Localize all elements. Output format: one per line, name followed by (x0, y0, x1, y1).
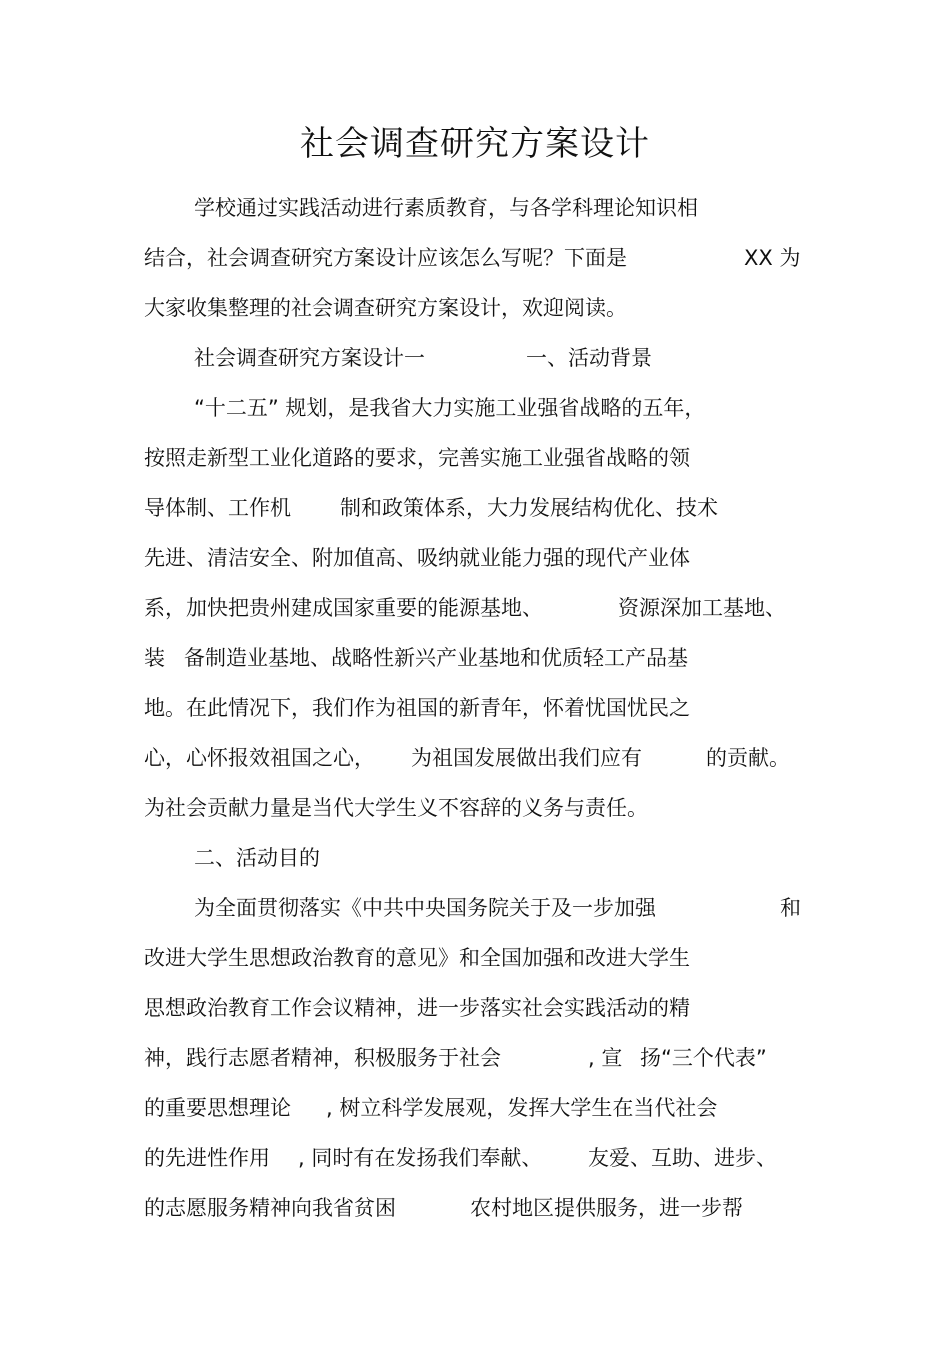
text-span: 的志愿服务精神向我省贫困 (144, 1196, 396, 1220)
text-span: XX 为 (744, 246, 801, 270)
text-span: “十二五” 规划，是我省大力实施工业强省战略的五年， (194, 396, 706, 420)
text-span: 地。在此情况下，我们作为祖国的新青年，怀着忧国忧民之 (144, 696, 690, 720)
text-span: 的贡献。 (706, 746, 790, 770)
text-span: 扬“三个代表” (640, 1046, 767, 1070)
text-span: 和 (780, 896, 801, 920)
text-span: 结合，社会调查研究方案设计应该怎么写呢？下面是 (144, 246, 627, 270)
text-span: 友爱、互助、进步、 (588, 1146, 777, 1170)
text-span: 导体制、工作机 (144, 496, 291, 520)
text-span: 二、活动目的 (194, 846, 320, 870)
document-title: 社会调查研究方案设计 (300, 124, 650, 164)
text-span: 备制造业基地、战略性新兴产业基地和优质轻工产品基 (184, 646, 688, 670)
text-span: 社会调查研究方案设计一 (194, 346, 425, 370)
text-span: 为社会贡献力量是当代大学生义不容辞的义务与责任。 (144, 796, 648, 820)
text-span: 系，加快把贵州建成国家重要的能源基地、 (144, 596, 543, 620)
text-span: 一、活动背景 (526, 346, 652, 370)
text-span: 的先进性作用 (144, 1146, 270, 1170)
text-span: 先进、清洁安全、附加值高、吸纳就业能力强的现代产业体 (144, 546, 690, 570)
text-span: , 宣 (588, 1046, 623, 1070)
text-span: , 树立科学发展观，发挥大学生在当代社会 (326, 1096, 718, 1120)
text-span: 装 (144, 646, 165, 670)
text-span: 改进大学生思想政治教育的意见》和全国加强和改进大学生 (144, 946, 690, 970)
text-span: 制和政策体系，大力发展结构优化、技术 (340, 496, 718, 520)
text-span: 为全面贯彻落实《中共中央国务院关于及一步加强 (194, 896, 656, 920)
text-span: 神，践行志愿者精神，积极服务于社会 (144, 1046, 501, 1070)
text-span: 为祖国发展做出我们应有 (411, 746, 642, 770)
text-span: 农村地区提供服务，进一步帮 (470, 1196, 743, 1220)
text-span: 按照走新型工业化道路的要求，完善实施工业强省战略的领 (144, 446, 690, 470)
text-span: 资源深加工基地、 (618, 596, 786, 620)
text-span: 大家收集整理的社会调查研究方案设计，欢迎阅读。 (144, 296, 627, 320)
text-span: 的重要思想理论 (144, 1096, 291, 1120)
text-span: 心，心怀报效祖国之心， (144, 746, 375, 770)
text-span: 学校通过实践活动进行素质教育，与各学科理论知识相 (194, 196, 698, 220)
text-span: 思想政治教育工作会议精神，进一步落实社会实践活动的精 (144, 996, 690, 1020)
text-span: , 同时有在发扬我们奉献、 (298, 1146, 543, 1170)
